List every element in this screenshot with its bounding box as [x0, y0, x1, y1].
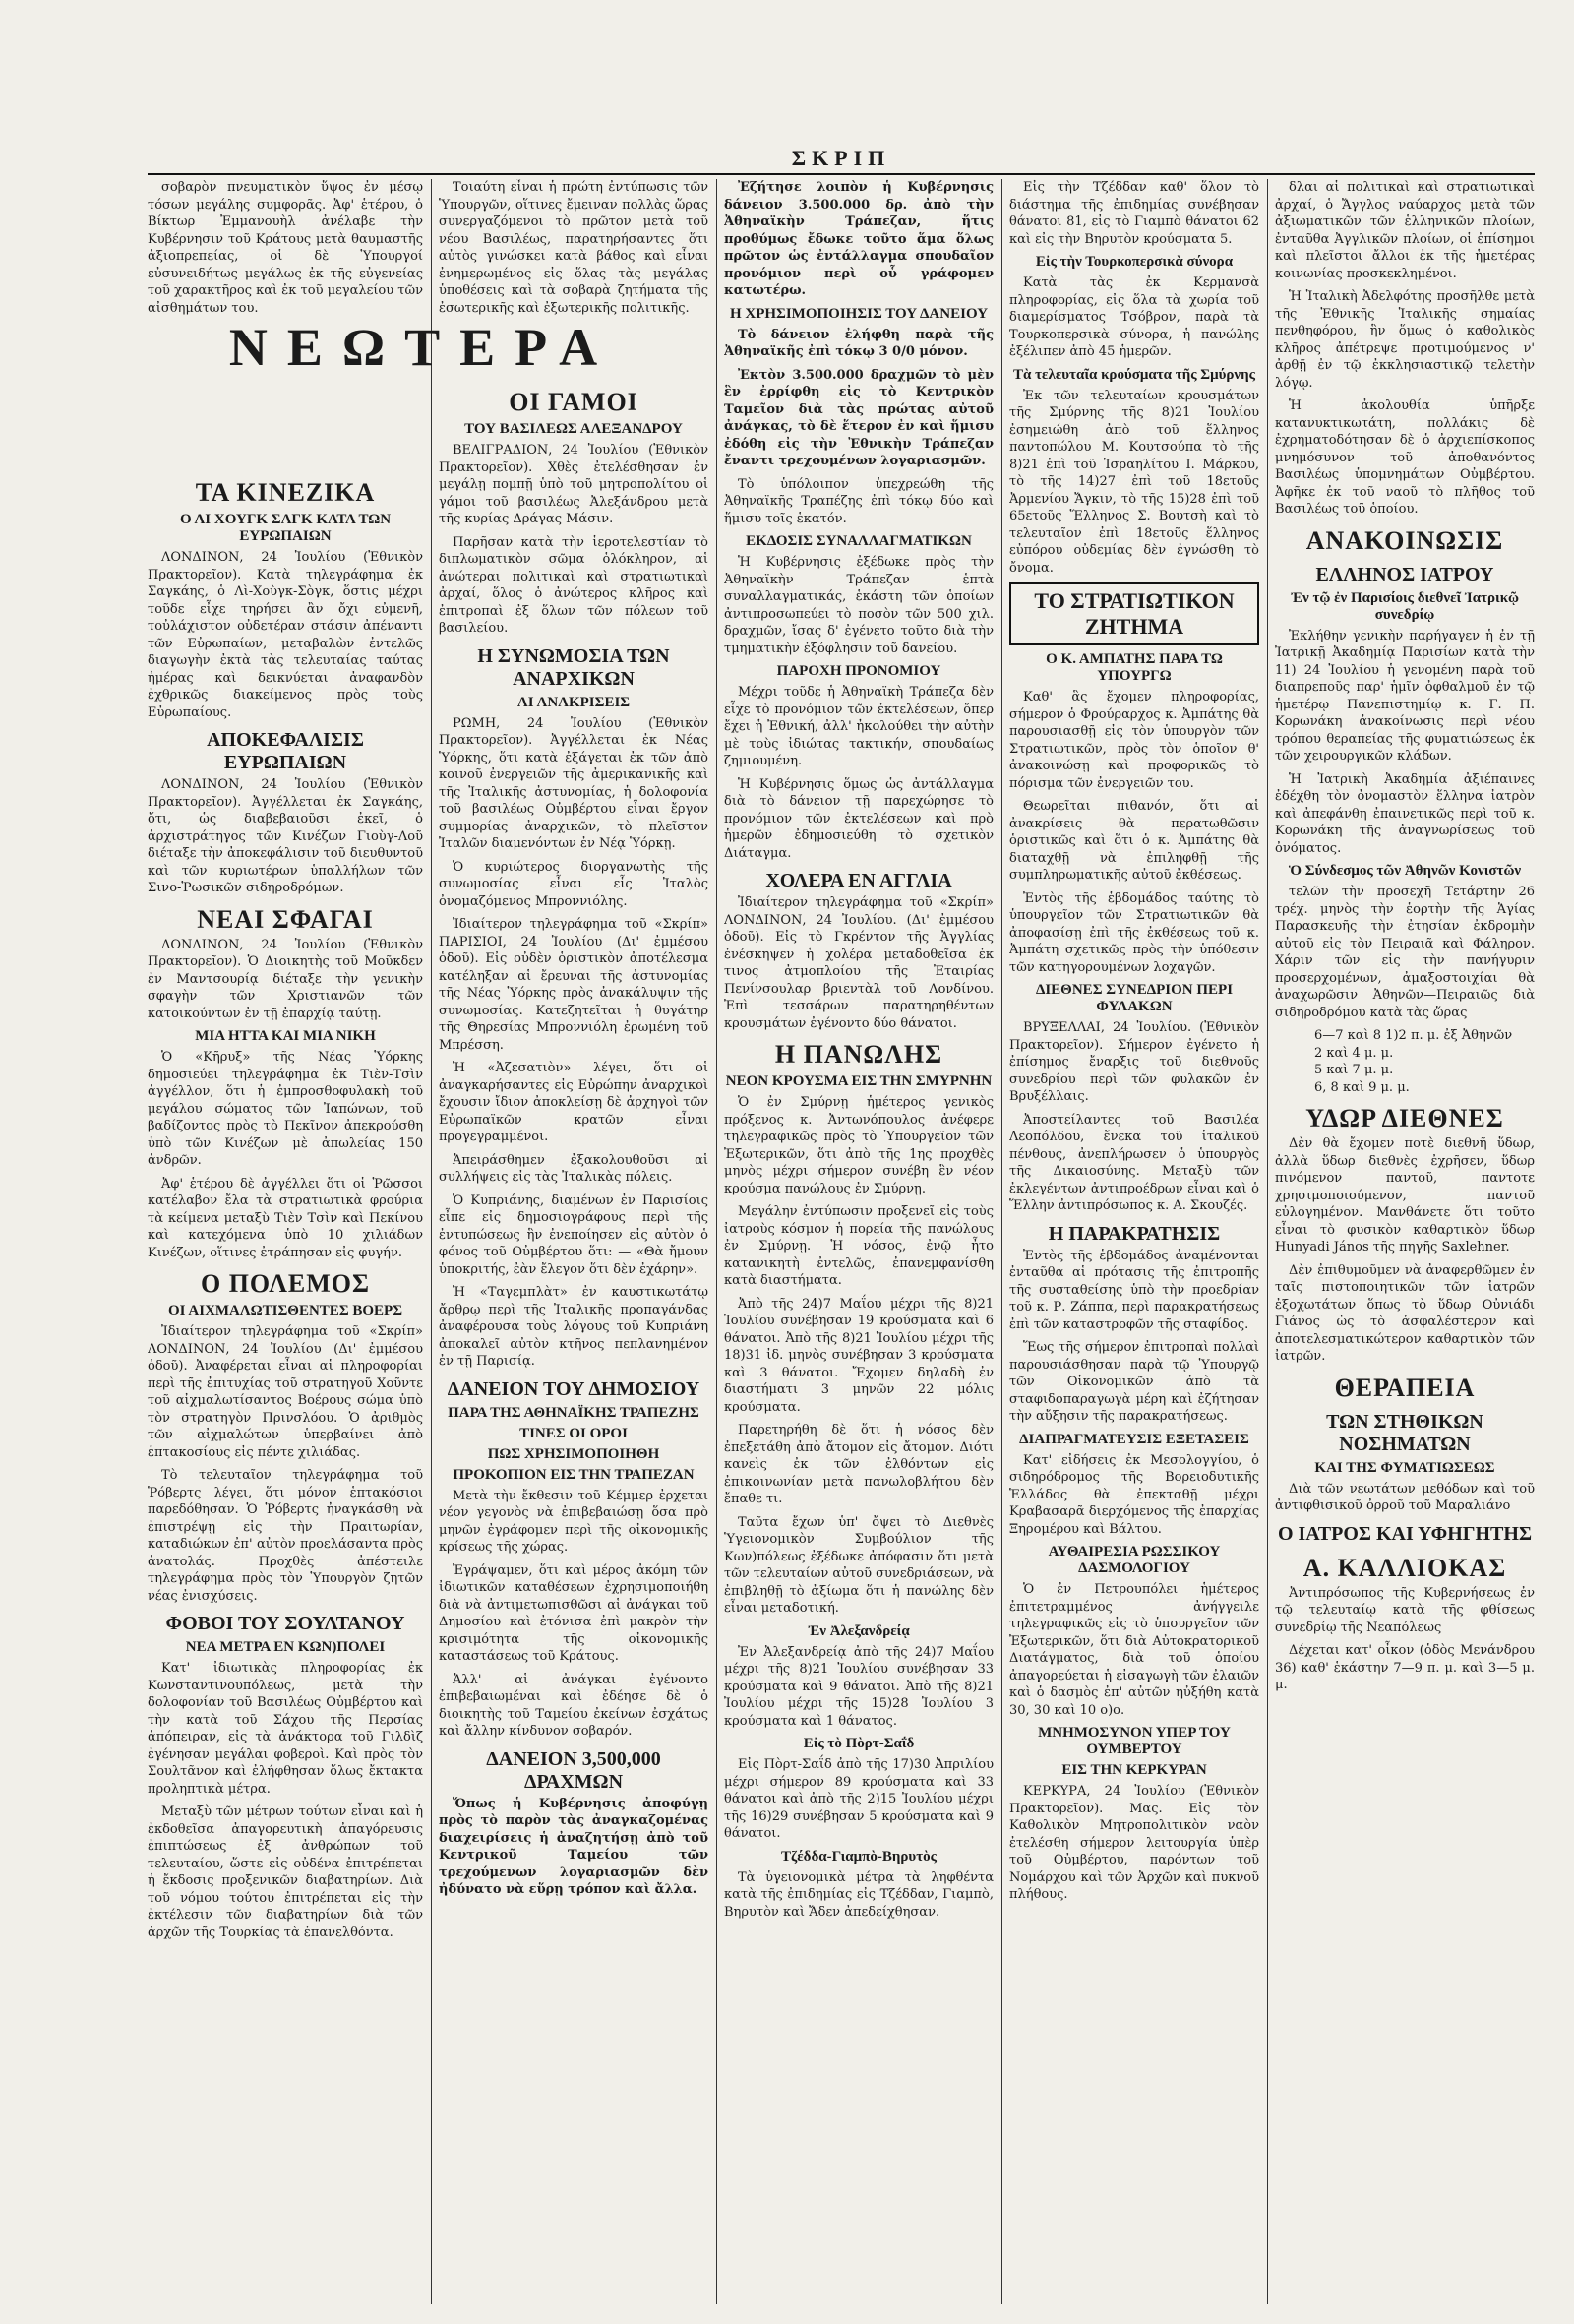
article-text: Ἐκλήθην γενικὴν παρήγαγεν ἡ ἐν τῇ Ἰατρικῇ Ἀκαδημίᾳ Παρισίων κατὰ τὴν 11) 24 Ἰουλίου ἡ γενομένη παρὰ τοῦ διαπρεποῦς παρ' ἡμῖν ὀφθαλμοῦ ἐν τῷ ἡμετέρῳ Πανεπιστημίῳ κ. Γ. Π. Κορωνάκη ἀνακοίνωσις περὶ νέου τρόπου θεραπείας τῆς φυματιώσεως ἐκ τῶν χειρουργικῶν κλάδων.: [1275, 628, 1535, 764]
schedule-item: 2 καὶ 4 μ. μ.: [1314, 1045, 1394, 1061]
article-heading: Ο ΠΟΛΕΜΟΣ: [200, 1269, 370, 1298]
article-text: Μετὰ τὴν ἔκθεσιν τοῦ Κέμμερ ἐρχεται νέον γεγονὸς νὰ ἐπιβεβαιώσῃ ὅσα πρὸ μηνῶν ἐγράφομεν περὶ τῆς οἰκονομικῆς κρίσεως τῆς χώρας.: [439, 1488, 708, 1555]
article-heading: ΔΙΕΘΝΕΣ ΣΥΝΕΔΡΙΟΝ ΠΕΡΙ ΦΥΛΑΚΩΝ: [1035, 982, 1234, 1014]
article-text: δλαι αἱ πολιτικαὶ καὶ στρατιωτικαὶ ἀρχαί, ὁ Ἄγγλος ναύαρχος μετὰ τῶν ἀξιωματικῶν τῶν ἑλληνικῶν πλοίων, ἐνταῦθα Ἀγγλικῶν πλοίων, οἱ ἐπίσημοι καὶ πλεῖστοι ἄλλοι ἐκ τῆς ἡμετέρας κοινωνίας προσκεκλημένοι.: [1275, 180, 1535, 281]
article-text: Ἐγράψαμεν, ὅτι καὶ μέρος ἀκόμη τῶν ἰδιωτικῶν καταθέσεων ἐχρησιμοποιήθη διὰ νὰ ἀντιμετωπισθῶσι αἱ ἀνάγκαι τοῦ Δημοσίου καὶ ἐτόνισα ἐπὶ μακρὸν τὴν κρισιμότητα τῆς οἰκονομικῆς καταστάσεως τοῦ Κράτους.: [439, 1562, 708, 1664]
article-subheading: Εἰς τὴν Τουρκοπερσικὰ σύνορα: [1035, 254, 1234, 270]
article-text: ΒΡΥΞΕΛΛΑΙ, 24 Ἰουλίου. (Ἐθνικὸν Πρακτορεῖον). Σήμερον ἐγένετο ἡ ἐπίσημος ἔναρξις τοῦ διεθνοῦς συνεδρίου περὶ τῶν φυλακῶν ἐν Βρυξέλλαις.: [1009, 1020, 1259, 1104]
column-rule: [1267, 179, 1268, 2304]
article-text: Κατὰ τὰς ἐκ Κερμανσὰ πληροφορίας, εἰς ὅλα τὰ χωρία τοῦ διαμερίσματος Τσόβρον, παρὰ τὰ Τουρκοπερσικὰ σύνορα, ἡ πανώλης ἐξέλιπεν ἀπὸ 45 ἡμερῶν.: [1009, 275, 1259, 359]
article-text: Κατ' εἰδήσεις ἐκ Μεσολογγίου, ὁ σιδηρόδρομος τῆς Βορειοδυτικῆς Ἑλλάδος θὰ ἐπεκταθῇ μέχρι Κραβασαρᾶ διερχόμενος τῆς ἐπαρχίας Ξηρομέρου καὶ Βάλτου.: [1009, 1452, 1259, 1537]
article-heading: Η ΣΥΝΩΜΟΣΙΑ ΤΩΝ ΑΝΑΡΧΙΚΩΝ: [477, 644, 670, 690]
column-rule: [431, 179, 432, 2304]
article-text: Εἰς Πὸρτ-Σαΐδ ἀπὸ τῆς 17)30 Ἀπριλίου μέχρι σήμερον 89 κρούσματα καὶ 33 θάνατοι καὶ ἀπὸ τῆς 2)15 Ἰουλίου μέχρι τῆς 16)29 συνέβησαν 5 κρούσματα καὶ 9 θάνατοι.: [724, 1757, 994, 1841]
column-5: [1275, 179, 1535, 2304]
article-text: Μεγάλην ἐντύπωσιν προξενεῖ εἰς τοὺς ἰατροὺς κόσμον ἡ πορεία τῆς πανώλους ἐν Σμύρνῃ. Ἡ νόσος, ἐνῷ ἦτο κατανικητὴ ἐντελῶς, ἐπανεμφανίσθη κατὰ διαστήματα.: [724, 1204, 994, 1288]
article-text: Ἐκτὸν 3.500.000 δραχμῶν τὸ μὲν ἓν ἐρρίφθη εἰς τὸ Κεντρικὸν Ταμεῖον διὰ τὰς πρώτας αὐτοῦ ἀνάγκας, τὸ δὲ ἕτερον ἐν καὶ ἥμισυ ἐδόθη εἰς τὴν Ἐθνικὴν Τράπεζαν ἔναντι τρεχουμένων λογαριασμῶν.: [724, 367, 994, 468]
article-text: Ἐντὸς τῆς ἑβδομάδος ταύτης τὸ ὑπουργεῖον τῶν Στρατιωτικῶν θὰ ἀποφασίσῃ ἐπὶ τῆς ἐκθέσεως τοῦ κ. Ἀμπάτη σχετικῶς πρὸς τὴν ὑπόθεσιν τῶν κατηγορουμένων λοχαγῶν.: [1009, 890, 1259, 975]
article-subheading: ΝΕΑ ΜΕΤΡΑ ΕΝ ΚΩΝ)ΠΟΛΕΙ: [185, 1639, 386, 1655]
section-banner: ΝΕΩΤΕΡΑ: [228, 318, 618, 377]
article-text: Ἀπειράσθημεν ἐξακολουθοῦσι αἱ συλλήψεις εἰς τὰς Ἰταλικὰς πόλεις.: [439, 1152, 708, 1185]
article-text: ΛΟΝΔΙΝΟΝ, 24 Ἰουλίου (Ἐθνικὸν Πρακτορεῖον). Κατὰ τηλεγράφημα ἐκ Σαγκάης, ὁ Λὶ-Χοὺγκ-Σὸγκ, ὅστις μέχρι τοῦδε εἶχε τηρήσει ἂν ὄχι εὐμενῆ, τοὐλάχιστον οὐδετέραν στάσιν ἀπέναντι τῶν Εὐρωπαίων, μεταβαλὼν ἐντελῶς διαγωγὴν ἐκτὰ τὰς τελευταίας ταύτας ἡμέρας καὶ δεικνύεται ἀναφανδὸν ἐχθρικῶς διακείμενος πρὸς τοὺς Εὐρωπαίους.: [148, 550, 423, 720]
article-subheading: ΠΑΡΑ ΤΗΣ ΑΘΗΝΑΪΚΗΣ ΤΡΑΠΕΖΗΣ: [448, 1404, 699, 1421]
advert-text: Δέχεται κατ' οἶκον (ὁδὸς Μενάνδρου 36) καθ' ἑκάστην 7—9 π. μ. καὶ 3—5 μ. μ.: [1275, 1643, 1535, 1692]
advert-text: Διὰ τῶν νεωτάτων μεθόδων καὶ τοῦ ἀντιφθισικοῦ ὀρροῦ τοῦ Μαραλιάνο: [1275, 1481, 1535, 1513]
article-text: Ταῦτα ἔχων ὑπ' ὄψει τὸ Διεθνὲς Ὑγειονομικὸν Συμβούλιον τῆς Κων)πόλεως ἐξέδωκε ἀπόφασιν ὅτι μετὰ τῶν τελευταίων αὐτοῦ συνεδριάσεων, νὰ ἐπιβληθῇ τὸ ἀξίωμα ὅτι ἡ πανώλης δὲν εἶναι μεταδοτική.: [724, 1514, 994, 1616]
article-heading: Η ΧΡΗΣΙΜΟΠΟΙΗΣΙΣ ΤΟΥ ΔΑΝΕΙΟΥ: [729, 305, 989, 322]
article-text: Ἀποστείλαντες τοῦ Βασιλέα Λεοπόλδου, ἕνεκα τοῦ ἰταλικοῦ πένθους, ἀνεπλήρωσεν ὁ ὑπουργὸς τῆς Δικαιοσύνης. Μεταξὺ τῶν ἐκλεγέντων ἀντιπροέδρων εἶναι καὶ ὁ Ἕλλην ἀντιπρόσωπος κ. Α. Σκουζές.: [1009, 1112, 1259, 1213]
column-1: [148, 179, 423, 2304]
article-subheading: Ἐν τῷ ἐν Παρισίοις διεθνεῖ Ἰατρικῷ συνεδρίῳ: [1290, 589, 1519, 623]
article-text: Ἰδιαίτερον τηλεγράφημα τοῦ «Σκρίπ» ΛΟΝΔΙΝΟΝ, 24 Ἰουλίου. (Δι' ἐμμέσου ὁδοῦ). Εἰς τὸ Γκρέντον τῆς Ἀγγλίας ἐνέσκηψεν ἡ χολέρα μεταδοθεῖσα ἐκ τινος ἀτμοπλοίου τῆς Ἐταιρίας Πενίνσουλαρ βριεντὰλ τοῦ Λονδίνου. Ἐπὶ τεσσάρων παρατηρηθέντων κρουσμάτων ἐγένοντο δύο θάνατοι.: [724, 895, 994, 1031]
article-text: Ἐζήτησε λοιπὸν ἡ Κυβέρνησις δάνειον 3.500.000 δρ. ἀπὸ τὴν Ἀθηναϊκὴν Τράπεζαν, ἥτις προθύμως ἔδωκε τοῦτο ἅμα ὅλως πρῶτον ὡς ἐντάλλαγμα σπουδαῖον προνόμιον περὶ οὗ γράφομεν κατωτέρω.: [724, 180, 994, 298]
article-subheading: ΟΙ ΑΙΧΜΑΛΩΤΙΣΘΕΝΤΕΣ ΒΟΕΡΣ: [167, 1303, 403, 1318]
article-heading: ΑΠΟΚΕΦΑΛΙΣΙΣ ΕΥΡΩΠΑΙΩΝ: [207, 729, 364, 773]
article-text: Ἐντὸς τῆς ἑβδομάδος ἀναμένονται ἐνταῦθα αἱ πρότασις τῆς ἐπιτροπῆς τῆς συσταθείσης ὑπὸ τὴν προεδρίαν τοῦ κ. Ρ. Ζάππα, περὶ παρακρατήσεως ἐπὶ τῶν καταστροφῶν τῆς σταφίδος.: [1009, 1248, 1259, 1332]
article-text: Μεταξὺ τῶν μέτρων τούτων εἶναι καὶ ἡ ἐκδοθεῖσα ἀπαγορευτικὴ ἀπαγόρευσις ἐπιπτώσεως ἐξ ἀνθρώπων τοῦ τελευταίου, ὥστε εἰς οὐδένα ἐπιτρέπεται ἡ ἔκδοσις προξενικῶν διαβατηρίων. Διὰ τοῦ νόμου τούτου ἐπιτρέπεται εἰς τὴν ἐκτέλεσιν τῶν διαβατηρίων διὰ τῶν ἀρχῶν τῆς Τουρκίας τὰ ἐπανελθόντα.: [148, 1804, 423, 1940]
column-4: [1009, 179, 1259, 2304]
article-subheading: Ἐν Ἀλεξανδρείᾳ: [808, 1622, 910, 1639]
article-text: Ἐκ τῶν τελευταίων κρουσμάτων τῆς Σμύρνης τῆς 8)21 Ἰουλίου ἐσημειώθη ἀπὸ τοῦ ἕλληνος παντοπώλου Μ. Κουτσούπα τὸ τῆς 8)21 ἐπὶ τοῦ Ἰσραηλίτου Ι. Μάρκου, τὸ τῆς 14)27 ἐπὶ τοῦ 18ετοῦς Ἀρμενίου Ἄγκιν, τὸ τῆς 15)28 ἐπὶ τοῦ 65ετοῦς Ἕλληνος Σ. Βουτσὴ καὶ τὸ τελευταῖον ἐπὶ 18ετοῦς ἕλληνος εὐπόρου οὐδεμίας δὲν ἐγνώσθη τὸ ὄνομα.: [1009, 388, 1259, 576]
article-text: Ἐν Ἀλεξανδρείᾳ ἀπὸ τῆς 24)7 Μαΐου μέχρι τῆς 8)21 Ἰουλίου συνέβησαν 33 κρούσματα καὶ 9 θάνατοι. Ἀπὸ τῆς 8)21 Ἰουλίου μέχρι τῆς 15)28 Ἰουλίου 3 κρούσματα καὶ 1 θάνατος.: [724, 1644, 994, 1729]
column-rule: [716, 179, 717, 2304]
article-text: Ὁ Κυπριάνης, διαμένων ἐν Παρισίοις εἶπε εἰς δημοσιογράφους περὶ τῆς ἐντυπώσεως ἣν ἐνεποίησεν εἰς αὐτὸν ὁ φόνος τοῦ Οὐμβέρτου ὅτι: — «Θὰ ἤμουν ὑποκριτής, ἐὰν ἔλεγον ὅτι δὲν ἐχάρην».: [439, 1193, 708, 1277]
article-subheading: Τὸ δάνειον ἐλήφθη παρὰ τῆς Ἀθηναϊκῆς ἐπὶ τόκῳ 3 0/0 μόνον.: [724, 327, 994, 359]
neotera-spacer: [439, 323, 708, 380]
article-heading: ΕΚΔΟΣΙΣ ΣΥΝΑΛΛΑΓΜΑΤΙΚΩΝ: [746, 533, 972, 549]
article-heading: ΑΥΘΑΙΡΕΣΙΑ ΡΩΣΣΙΚΟΥ ΔΑΣΜΟΛΟΓΙΟΥ: [1048, 1544, 1221, 1576]
article-text: Ἀφ' ἑτέρου δὲ ἀγγέλλει ὅτι οἱ Ῥῶσσοι κατέλαβον ἔλα τὰ στρατιωτικὰ φρούρια τὰ κείμενα μεταξὺ Τιὲν Τσὶν καὶ Πεκίνου καὶ κατεχόμενα ὑπὸ 10 χιλιάδων Κινέζων, οἵτινες ἐτράπησαν εἰς φυγήν.: [148, 1176, 423, 1260]
article-text: Ἡ «Ταγεμπλὰτ» ἐν καυστικωτάτῳ ἄρθρῳ περὶ τῆς Ἰταλικῆς προπαγάνδας ἀναφέρουσα τοὺς λόγους τοῦ Κυπριάνη ἀποκαλεῖ αὐτὸν κτῆνος πεπλανημένον ἐν τῇ Παρισίᾳ.: [439, 1285, 708, 1369]
article-text: Ὅπως ἡ Κυβέρνησις ἀποφύγῃ πρὸς τὸ παρὸν τὰς ἀναγκαζομένας διαχειρίσεις ἡ ἀναζητήσῃ ἀπὸ τοῦ Κεντρικοῦ Ταμείου τῶν τρεχούμενων λογαριασμῶν δὲν ἠδύνατο νὰ εὕρῃ τρόπον καὶ ἄλλα.: [439, 1796, 708, 1897]
article-subheading: Τζέδδα-Γιαμπὸ-Βηρυτὸς: [781, 1848, 937, 1865]
article-subheading: ΜΙΑ ΗΤΤΑ ΚΑΙ ΜΙΑ ΝΙΚΗ: [195, 1028, 376, 1044]
article-text: Ἀπὸ τῆς 24)7 Μαΐου μέχρι τῆς 8)21 Ἰουλίου συνέβησαν 19 κρούσματα καὶ 6 θάνατοι. Ἀπὸ τῆς 8)21 Ἰουλίου μέχρι τῆς 18)31 ἰδ. μηνὸς συνέβησαν 3 κρούσματα καὶ 3 θάνατοι. Ἔχομεν δηλαδὴ ἐν διαστήματι 3 μηνῶν 22 μόλις κρούσματα.: [724, 1296, 994, 1415]
article-heading: ΜΝΗΜΟΣΥΝΟΝ ΥΠΕΡ ΤΟΥ ΟΥΜΒΕΡΤΟΥ: [1038, 1725, 1231, 1757]
article-text: Δὲν ἐπιθυμοῦμεν νὰ ἀναφερθῶμεν ἐν ταῖς πιστοποιητικῶν τῶν ἰατρῶν ἐξοχωτάτων ὅπως τὸ ὕδωρ Οὐνιάδι Γιάνος ὡς τὸ ἀσφαλέστερον καὶ ἀποτελεσματικώτερον καθαρτικὸν τῶν ἰατρῶν.: [1275, 1262, 1535, 1364]
article-text: Ἕως τῆς σήμερον ἐπιτροπαὶ πολλαὶ παρουσιάσθησαν παρὰ τῷ Ὑπουργῷ τῶν Οἰκονομικῶν ἀπὸ τὰ σταφιδοπαραγωγὰ μέρη καὶ ἐζήτησαν τὴν αὔξησιν τῆς παρακρατήσεως.: [1009, 1340, 1259, 1424]
column-rule: [1001, 179, 1002, 2304]
masthead: [148, 146, 1535, 175]
article-subheading: Ο ΛΙ ΧΟΥΓΚ ΣΑΓΚ ΚΑΤΑ ΤΩΝ ΕΥΡΩΠΑΙΩΝ: [179, 512, 392, 544]
schedule-item: 5 καὶ 7 μ. μ.: [1314, 1063, 1394, 1077]
schedule-item: 6—7 καὶ 8 1)2 π. μ. ἐξ Ἀθηνῶν: [1314, 1028, 1513, 1043]
article-text: Ἡ Ἰταλικὴ Ἀδελφότης προσῆλθε μετὰ τῆς Ἐθνικῆς Ἰταλικῆς σημαίας πενθηφόρου, ἣν ὅμως ὁ καθολικὸς κλῆρος ἀπέτρεψε προτιμούμενος ν' ἀρθῇ ἐν τῷ ἐκκλησιαστικῷ τελετὴν λόγῳ.: [1275, 289, 1535, 391]
article-heading: ΧΟΛΕΡΑ ΕΝ ΑΓΓΛΙΑ: [765, 870, 952, 891]
article-text: Παρῆσαν κατὰ τὴν ἱεροτελεστίαν τὸ διπλωματικὸν σῶμα ὁλόκληρον, αἱ ἀνώτεραι πολιτικαὶ καὶ στρατιωτικαὶ ἀρχαί, ὅλος ὁ ἀνώτερος κλῆρος καὶ ἐπιτροπαὶ ἐξ ὅλων τῶν πόλεων τοῦ βασιλείου.: [439, 534, 708, 636]
advert-subheading: ΚΑΙ ΤΗΣ ΦΥΜΑΤΙΩΣΕΩΣ: [1314, 1459, 1495, 1476]
masthead-title: ΣΚΡΙΠ: [791, 146, 891, 170]
article-heading: ΠΑΡΟΧΗ ΠΡΟΝΟΜΙΟΥ: [776, 663, 941, 679]
schedule-list: [1275, 1027, 1535, 1096]
article-subheading: ΠΩΣ ΧΡΗΣΙΜΟΠΟΙΗΘΗ: [487, 1445, 660, 1462]
article-text: Τὸ τελευταῖον τηλεγράφημα τοῦ Ῥόβερτς λέγει, ὅτι μόνον ἑπτακόσιοι παρεδόθησαν. Ὁ Ῥόβερτς ἠναγκάσθη νὰ ἐπιστρέψῃ εἰς τὴν Πραιτωρίαν, καταδιώκων ἐπ' αὐτὸν προελάσαντα πρὸς ἀνατολάς. Προχθὲς ἀπέστειλε τηλεγράφημα πρὸς τὸν Ὑπουργὸν ζητῶν νέας ἐνισχύσεις.: [148, 1468, 423, 1604]
column-3: [724, 179, 994, 2304]
article-subheading: ΠΡΟΚΟΠΙΟΝ ΕΙΣ ΤΗΝ ΤΡΑΠΕΖΑΝ: [453, 1466, 695, 1483]
article-subheading: Εἰς τὸ Πὸρτ-Σαΐδ: [803, 1736, 915, 1751]
article-text: Μέχρι τοῦδε ἡ Ἀθηναϊκὴ Τράπεζα δὲν εἶχε τὸ προνόμιον τῶν ἐκτελέσεων, ὅπερ ἔχει ἡ Ἐθνική, ἀλλ' ἠκολούθει τὴν αὐτὴν μὲ τοὺς ἰδιώτας τακτικήν, σπουδαίως ζημιουμένη.: [724, 685, 994, 768]
article-text: Καθ' ἃς ἔχομεν πληροφορίας, σήμερον ὁ Φρούραρχος κ. Ἀμπάτης θὰ παρουσιασθῇ εἰς τὸν ὑπουργὸν τῶν Στρατιωτικῶν, πρὸς τὸν ὁποῖον θ' ἀνακοινώσῃ καὶ προφορικῶς τὸ πόρισμα τῶν ἐνεργειῶν του.: [1009, 690, 1259, 791]
article-subheading: Ο Κ. ΑΜΠΑΤΗΣ ΠΑΡΑ ΤΩ ΥΠΟΥΡΓΩ: [1046, 651, 1223, 684]
article-heading: ΤΑ ΚΙΝΕΖΙΚΑ: [195, 478, 376, 507]
schedule-item: 6, 8 καὶ 9 μ. μ.: [1314, 1079, 1410, 1095]
article-text: Ἡ «Ἀζεσατιὸν» λέγει, ὅτι οἱ ἀναγκαρήσαντες εἰς Εὐρώπην ἀναρχικοὶ ἔχουσιν ἴδιον ἀποκλείσῃ δὲ ἀρχηγοὶ τῶν Εὐρωπαϊκῶν κρατῶν εἶναι προγεγραμμένοι.: [439, 1061, 708, 1144]
article-subheading: ΤΙΝΕΣ ΟΙ ΟΡΟΙ: [519, 1425, 628, 1441]
article-text: ΡΩΜΗ, 24 Ἰουλίου (Ἐθνικὸν Πρακτορεῖον). Ἀγγέλλεται ἐκ Νέας Ὑόρκης, ὅτι κατὰ ἐξάγεται ἐκ τῶν ἀπὸ κοινοῦ ἐνεργειῶν τῆς ἀμερικανικῆς καὶ τῆς Ἰταλικῆς ἀστυνομίας, ἡ δολοφονία τοῦ βασιλέως Οὐμβέρτου εἶναι ἔργον συμμορίας ἀναρχικῶν, τὸ πλεῖστον Ἰταλῶν διαμενόντων ἐν Νέᾳ Ὑόρκῃ.: [439, 715, 708, 851]
column-2: [439, 179, 708, 2304]
article-heading: ΔΑΝΕΙΟΝ 3,500,000 ΔΡΑΧΜΩΝ: [486, 1747, 661, 1793]
article-subheading: Τὰ τελευταῖα κρούσματα τῆς Σμύρνης: [1013, 366, 1255, 383]
article-text: Ἡ ἀκολουθία ὑπῆρξε κατανυκτικωτάτη, πολλάκις δὲ ἐχρηματοδότησαν δὲ ὁ ἀρχιεπίσκοπος μνημόσυνον τοῦ ἀποθανόντος Βασιλέως ὑπομνημάτων Οὐμβέρτου. Ἀφῆκε ἐκ τοῦ ναοῦ τὸ πλῆθος τοῦ Βασιλέως τοῦ ὁποίου.: [1275, 398, 1535, 517]
article-text: Ἀλλ' αἱ ἀνάγκαι ἐγένοντο ἐπιβεβαιωμέναι καὶ ἐδέησε δὲ ὁ διοικητὴς τοῦ Ταμείου ἐκείνων ἐσχάτως καὶ ἄλλην κίνδυνον σοβαρόν.: [439, 1672, 708, 1739]
article-heading: ΑΝΑΚΟΙΝΩΣΙΣ: [1305, 525, 1504, 555]
article-text: ΚΕΡΚΥΡΑ, 24 Ἰουλίου (Ἐθνικὸν Πρακτορεῖον). Μας. Εἰς τὸν Καθολικὸν Μητροπολιτικὸν ναὸν ἐτελέσθη σήμερον λειτουργία ὑπὲρ τοῦ Οὐμβέρτου, παρόντων τοῦ Νομάρχου καὶ τῶν Ἀρχῶν καὶ πυκνοῦ πλήθους.: [1009, 1784, 1259, 1902]
article-text: ΒΕΛΙΓΡΑΔΙΟΝ, 24 Ἰουλίου (Ἐθνικὸν Πρακτορεῖον). Χθὲς ἐτελέσθησαν ἐν μεγάλῃ πομπῇ ὑπὸ τοῦ μητροπολίτου οἱ γάμοι τοῦ βασιλέως Ἀλεξάνδρου μετὰ τῆς κυρίας Δράγας Μάσιν.: [439, 443, 708, 526]
advert-text: Ἀντιπρόσωπος τῆς Κυβερνήσεως ἐν τῷ τελευταίῳ κατὰ τῆς φθίσεως συνεδρίῳ τῆς Νεαπόλεως: [1275, 1585, 1535, 1635]
article-text: Ἡ Ἰατρικὴ Ἀκαδημία ἀξιέπαινες ἐδέχθη τὸν ὀνομαστὸν ἕλληνα ἰατρὸν καὶ ἀπεφάνθη ἐπαινετικῶς περὶ τοῦ κ. Κορωνάκη τῆς ἀναγνωρίσεως τοῦ ὀνόματος.: [1275, 771, 1535, 856]
article-text: Θεωρεῖται πιθανόν, ὅτι αἱ ἀνακρίσεις θὰ περατωθῶσιν ὁριστικῶς καὶ ὅτι ὁ κ. Ἀμπάτης θὰ διαταχθῇ νὰ ἐπιληφθῇ τῆς συμπληρωματικῆς αὐτοῦ ἐκθέσεως.: [1009, 799, 1259, 883]
article-text: Δὲν θὰ ἔχομεν ποτὲ διεθνῆ ὕδωρ, ἀλλὰ ὕδωρ διεθνὲς ἐχρῆσεν, ὕδωρ πινόμενον παντοῦ, παντοτε χρησιμοποιούμενον, παντοῦ εὐλογημένον. Μανθάνετε ὅτι τοῦτο εἶναι τὸ φυσικὸν καθαρτικὸν ὕδωρ Hunyadi János τῆς πηγῆς Saxlehner.: [1275, 1136, 1535, 1254]
advert-name: Α. ΚΑΛΛΙΟΚΑΣ: [1302, 1553, 1507, 1582]
article-subheading: ΑΙ ΑΝΑΚΡΙΣΕΙΣ: [516, 694, 631, 710]
article-text: Τὸ ὑπόλοιπον ὑπεχρεώθη τῆς Ἀθηναϊκῆς Τραπέζης ἐπὶ τόκῳ δύο καὶ ἥμισυ τοῖς ἑκατόν.: [724, 476, 994, 526]
article-heading: ΦΟΒΟΙ ΤΟΥ ΣΟΥΛΤΑΝΟΥ: [165, 1613, 405, 1634]
article-text: Τὰ ὑγειονομικὰ μέτρα τὰ ληφθέντα κατὰ τῆς ἐπιδημίας εἰς Τζέδδαν, Γιαμπὸ, Βηρυτὸν καὶ Ἄδεν ἀπεδείχθησαν.: [724, 1869, 994, 1920]
article-text: Παρετηρήθη δὲ ὅτι ἡ νόσος δὲν ἐπεξετάθη ἀπὸ ἄτομον εἰς ἄτομον. Διότι κανεὶς ἐκ τῶν ἐλθόντων εἰς ἐπικοινωνίαν μετὰ πανωλοβλήτου δὲν ἔπαθε τι.: [724, 1423, 994, 1506]
advert-heading: Ο ΙΑΤΡΟΣ ΚΑΙ ΥΦΗΓΗΤΗΣ: [1277, 1522, 1533, 1545]
article-text: Εἰς τὴν Τζέδδαν καθ' ὅλον τὸ διάστημα τῆς ἐπιδημίας συνέβησαν θάνατοι 81, εἰς τὸ Γιαμπὸ θάνατοι 62 καὶ εἰς τὴν Βηρυτὸν κρούσματα 5.: [1009, 180, 1259, 247]
article-heading: Η ΠΑΝΩΛΗΣ: [774, 1040, 943, 1069]
article-text: Ἡ Κυβέρνησις ὅμως ὡς ἀντάλλαγμα διὰ τὸ δάνειον τῇ παρεχώρησε τὸ προνόμιον τῶν ἐκτελέσεων καὶ πρὸ ἡμερῶν ἐδημοσιεύθη τὸ σχετικὸν Διάταγμα.: [724, 776, 994, 861]
article-text: ΛΟΝΔΙΝΟΝ, 24 Ἰουλίου (Ἐθνικὸν Πρακτορεῖον). Ἀγγέλλεται ἐκ Σαγκάης, ὅτι, ὡς διαβεβαιοῦσι ἐκεῖ, ὁ ἀρχιστράτηγος τῶν Κινέζων Γιοὺγ-Λοῦ διέταξε τὴν ἀποκεφάλισιν τοῦ διευθυντοῦ καὶ τῶν κυριωτέρων ὑπαλλήλων τῶν Σινο-Ῥωσικῶν σιδηροδρόμων.: [148, 777, 423, 895]
article-subheading: ΕΙΣ ΤΗΝ ΚΕΡΚΥΡΑΝ: [1061, 1762, 1207, 1778]
article-subheading: ΕΛΛΗΝΟΣ ΙΑΤΡΟΥ: [1315, 563, 1494, 585]
advert-subheading: ΤΩΝ ΣΤΗΘΙΚΩΝ ΝΟΣΗΜΑΤΩΝ: [1326, 1410, 1483, 1455]
article-text: Κατ' ἰδιωτικὰς πληροφορίας ἐκ Κωνσταντινουπόλεως, μετὰ τὴν δολοφονίαν τοῦ Βασιλέως Οὐμβέρτου καὶ τὴν κατὰ τοῦ Σάχου τῆς Περσίας ἀπόπειραν, εἰς τὰ ἀνάκτορα τοῦ Γιλδὶζ ἐγένησαν μεγάλαι φοβεροὶ. Καὶ πρὸς τὸν Σουλτᾶνον καὶ ἐλήφθησαν ὅλως ἔκτακτα προληπτικὰ μέτρα.: [148, 1661, 423, 1797]
advert-heading: ΘΕΡΑΠΕΙΑ: [1334, 1373, 1476, 1402]
article-text: τελῶν τὴν προσεχῆ Τετάρτην 26 τρέχ. μηνὸς τὴν ἑορτὴν τῆς Ἁγίας Παρασκευῆς τὴν ἐτησίαν ἐκδρομὴν αὐτοῦ εἰς τὸν Πειραιᾶ καὶ Φάληρον. Χάριν τῶν εἰς τὴν πανήγυριν προσερχομένων, ἀμαξοστοιχίαι θὰ ἀναχωρῶσιν Ἀθηνῶν—Πειραιῶς διὰ σιδηροδρόμου κατὰ τὰς ὥρας: [1275, 885, 1535, 1020]
article-heading: ΟΙ ΓΑΜΟΙ: [509, 388, 638, 416]
article-heading: ΥΔΩΡ ΔΙΕΘΝΕΣ: [1305, 1104, 1504, 1132]
article-text: Ὁ «Κῆρυξ» τῆς Νέας Ὑόρκης δημοσιεύει τηλεγράφημα ἐκ Τιὲν-Τσὶν ἀγγέλλον, ὅτι ἡ ἐμπροσθοφυλακὴ τοῦ μεγάλου σώματος τῶν Ἰαπώνων, τοῦ βαδίζοντος πρὸς τὸ Πεκῖνον ἀπεκρούσθη ὑπὸ τῶν Κινέζων μὲ ἀπωλείας 150 ἀνδρῶν.: [148, 1050, 423, 1168]
article-heading: ΔΙΑΠΡΑΓΜΑΤΕΥΣΙΣ ΕΞΕΤΑΣΕΙΣ: [1019, 1431, 1249, 1447]
article-heading: Ὁ Σύνδεσμος τῶν Ἀθηνῶν Κονιστῶν: [1288, 863, 1522, 879]
article-text: Ἡ Κυβέρνησις ἐξέδωκε πρὸς τὴν Ἀθηναϊκὴν Τράπεζαν ἑπτὰ συναλλαγματικάς, ἑκάστη τῶν ὁποίων ἀντιπροσωπεύει τὸ ποσὸν τῶν 500 χιλ. δραχμῶν, ἴσας δ' ἐγένετο τοῦτο διὰ τὴν τμηματικὴν ἐξόφλησιν τοῦ δανείου.: [724, 555, 994, 656]
article-heading: Η ΠΑΡΑΚΡΑΤΗΣΙΣ: [1048, 1222, 1221, 1245]
article-text: Ὁ ἐν Πετρουπόλει ἡμέτερος ἐπιτετραμμένος ἀνήγγειλε τηλεγραφικῶς εἰς τὸ ὑπουργεῖον τῶν Ἐξωτερικῶν, ὅτι διὰ Αὐτοκρατορικοῦ Διατάγματος, διὰ τοῦ ὁποίου ἀπαγορεύεται ἡ εἰσαγωγὴ τῶν ἐλαιῶν καὶ ὁ δασμὸς ἐπ' αὐτῶν ηὐξήθη κατὰ 30, 30 καὶ 10 ο)ο.: [1009, 1582, 1259, 1718]
article-text: Τοιαύτη εἶναι ἡ πρώτη ἐντύπωσις τῶν Ὑπουργῶν, οἵτινες ἔμειναν πολλὰς ὥρας συνεργαζόμενοι τὸ πρῶτον μετὰ τοῦ νέου Βασιλέως, παρατηρήσαντες ὅτι αὐτὸς γινώσκει κατὰ βάθος καὶ εἶναι ἐνημερωμένος εἰς ὅλας τὰς μεγάλας ὑποθέσεις καὶ τὰ σοβαρὰ ζητήματα τῆς ἐσωτερικῆς καὶ ἐξωτερικῆς πολιτικῆς.: [439, 180, 708, 316]
article-heading: ΔΑΝΕΙΟΝ ΤΟΥ ΔΗΜΟΣΙΟΥ: [447, 1377, 700, 1400]
article-heading: ΝΕΑΙ ΣΦΑΓΑΙ: [197, 904, 374, 934]
article-heading: ΤΟ ΣΤΡΑΤΙΩΤΙΚΟΝ ΖΗΤΗΜΑ: [1009, 582, 1259, 645]
article-text: ΛΟΝΔΙΝΟΝ, 24 Ἰουλίου (Ἐθνικὸν Πρακτορεῖον). Ὁ Διοικητὴς τοῦ Μοῦκδεν ἐν Μαντσουρίᾳ διέταξε τὴν γενικὴν σφαγὴν τῶν Χριστιανῶν τῶν κατοικούντων ἐν τῇ ἐπαρχίᾳ ταύτῃ.: [148, 937, 423, 1021]
article-subheading: ΝΕΟΝ ΚΡΟΥΣΜΑ ΕΙΣ ΤΗΝ ΣΜΥΡΝΗΝ: [725, 1073, 993, 1089]
article-text: Ὁ ἐν Σμύρνῃ ἡμέτερος γενικὸς πρόξενος κ. Ἀντωνόπουλος ἀνέφερε τηλεγραφικῶς πρὸς τὸ Ὑπουργεῖον τῶν Ἐξωτερικῶν, ὅτι ἀπὸ τῆς 1ης προχθὲς μηνὸς μέχρι σήμερον συνέβη ἓν νέον κρούσμα πανώλους ἐν Σμύρνῃ.: [724, 1095, 994, 1196]
article-subheading: ΤΟΥ ΒΑΣΙΛΕΩΣ ΑΛΕΞΑΝΔΡΟΥ: [464, 421, 683, 437]
article-text: Ἰδιαίτερον τηλεγράφημα τοῦ «Σκρίπ» ΛΟΝΔΙΝΟΝ, 24 Ἰουλίου (Δι' ἐμμέσου ὁδοῦ). Ἀναφέρεται εἶναι αἱ πληροφορίαι περὶ τῆς ἐπιτυχίας τοῦ στρατηγοῦ Χοῦντε τοῦ αἰχμαλωτίσαντος Βοέρους σώμα ὑπὸ τὸν στρατηγὸν Πρινσλόου. Ὁ ἀριθμὸς τῶν αἰχμαλώτων ὑπερβαίνει ἀπὸ ἑπτακοσίους εἰς πέντε χιλιάδας.: [148, 1324, 423, 1460]
article-text: Ἰδιαίτερον τηλεγράφημα τοῦ «Σκρίπ» ΠΑΡΙΣΙΟΙ, 24 Ἰουλίου (Δι' ἐμμέσου ὁδοῦ). Εἰς οὐδὲν ὁριστικὸν ἀποτέλεσμα κατέληξαν αἱ ἔρευναι τῆς ἀστυνομίας τῆς Νέας Ὑόρκης πρὸς ἀνακάλυψιν τῆς συνωμοσίας. Κατεζητεῖται ἡ θυγάτηρ τῆς Θηρεσίας Μπροννιόλη ἐρωμένη τοῦ Μπρέσση.: [439, 917, 708, 1053]
article-text: σοβαρὸν πνευματικὸν ὕψος ἐν μέσῳ τόσων μεγάλης συμφορᾶς. Ἀφ' ἑτέρου, ὁ Βίκτωρ Ἐμμανουὴλ ἀνέλαβε τὴν Κυβέρνησιν τοῦ Κράτους μετὰ θαυμαστῆς ἀξιοπρεπείας, οἱ δὲ Ὑπουργοί εὐσυνειδήτως μεγάλως ἐκ τῆς εὐγενείας τοῦ χαρακτῆρος καὶ ἐκ τοῦ μεγαλείου τῶν αἰσθημάτων του.: [148, 180, 423, 316]
article-text: Ὁ κυριώτερος διοργανωτὴς τῆς συνωμοσίας εἶναι εἷς Ἰταλὸς ὀνομαζόμενος Μπροννιόλης.: [439, 859, 708, 909]
